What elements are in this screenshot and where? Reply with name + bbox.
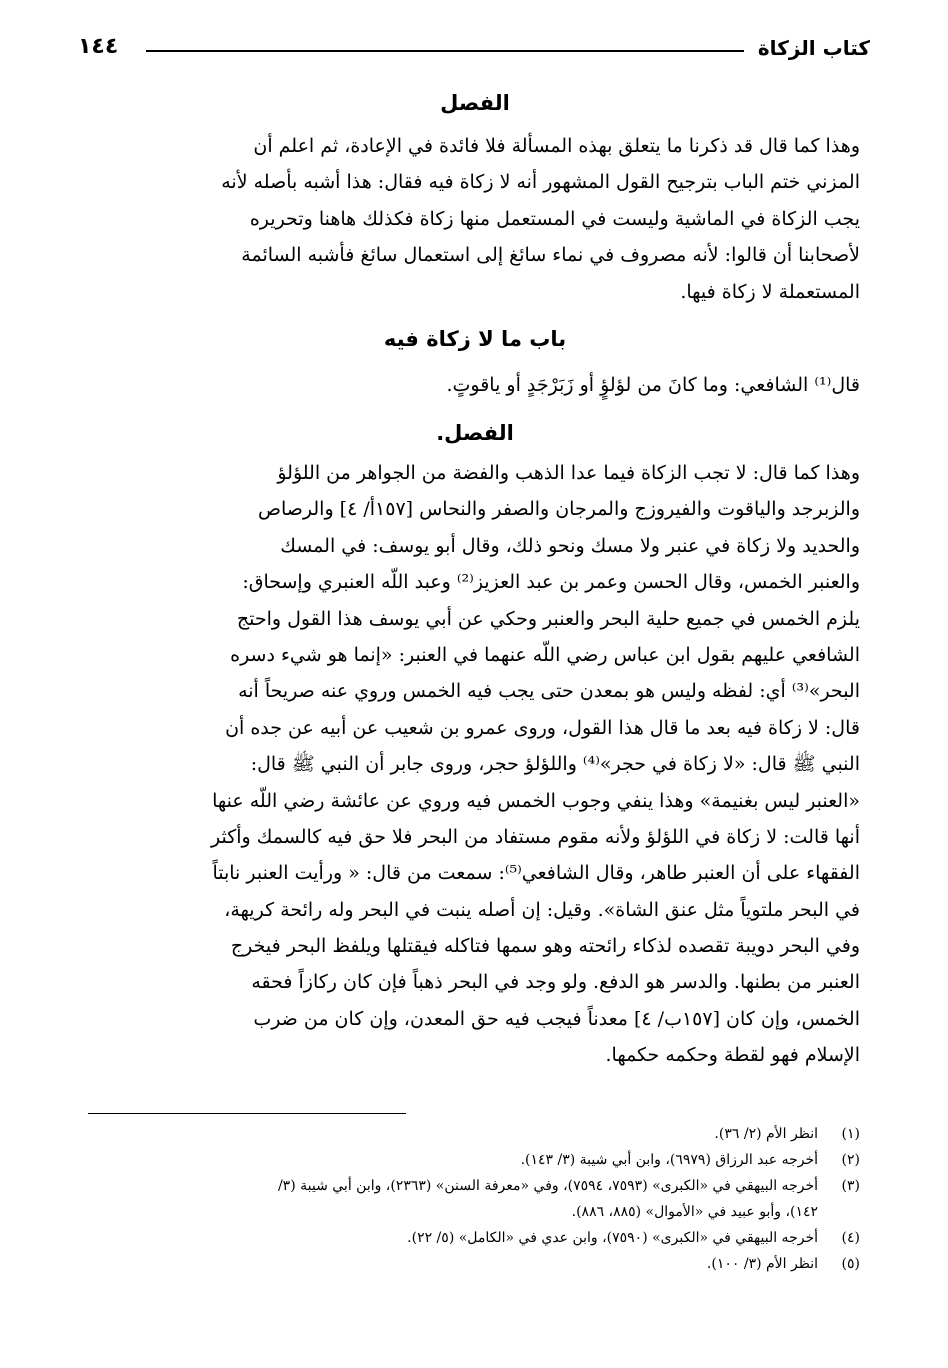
text-line: والزبرجد والياقوت والفيروزج والمرجان والصفر والنحاس [١٥٧أ/ ٤] والرصاص xyxy=(258,498,860,521)
section-heading-2: الفصل. xyxy=(436,421,514,445)
footnote-number: (٥) xyxy=(841,1256,860,1272)
page-header xyxy=(78,30,870,70)
text-line: والعنبر الخمس، وقال الحسن وعمر بن عبد العزيز⁽²⁾ وعبد اللّه العنبري وإسحاق: xyxy=(242,571,860,594)
footnote xyxy=(88,1225,860,1251)
footnote-number: (٢) xyxy=(841,1152,860,1168)
footnote-text: انظر الأم (٢/ ٣٦). xyxy=(714,1126,818,1142)
text-line: والحديد ولا زكاة في عنبر ولا مسك ونحو ذلك، وقال أبو يوسف: في المسك xyxy=(280,534,860,557)
section-heading-1: الفصل xyxy=(440,91,510,115)
text-line: وفي البحر دويبة تقصده لذكاء رائحته وهو سمها فتاكله فيقتلها ويلفظ البحر فيخرج xyxy=(230,935,860,958)
text-line: العنبر من بطنها. والدسر هو الدفع. ولو وجد في البحر ذهباً فإن كان ركازاً فحقه xyxy=(251,971,860,994)
footnotes xyxy=(88,1121,860,1277)
text-line: «العنبر ليس بغنيمة» وهذا ينفي وجوب الخمس فيه وروي عن عائشة رضي اللّه عنها xyxy=(212,789,860,812)
text-line: وهذا كما قال قد ذكرنا ما يتعلق بهذه المسألة فلا فائدة في الإعادة، ثم اعلم أن xyxy=(253,135,860,157)
footnote-separator xyxy=(88,1113,406,1114)
footnote xyxy=(88,1121,860,1147)
chapter-title: باب ما لا زكاة فيه xyxy=(383,327,567,351)
footnote xyxy=(88,1251,860,1277)
footnote-text: انظر الأم (٣/ ١٠٠). xyxy=(706,1256,818,1272)
text-line: المزني ختم الباب بترجيح القول المشهور أنه لا زكاة فيه فقال: هذا أشبه بأصله لأنه xyxy=(221,171,860,194)
text-line: الخمس، وإن كان [١٥٧ب/ ٤] معدناً فيجب فيه حق المعدن، وإن كان من ضرب xyxy=(253,1007,860,1030)
footnote-number: (٤) xyxy=(841,1230,860,1246)
footnote-number: (٣) xyxy=(841,1178,860,1194)
chapter-quote: قال⁽¹⁾ الشافعي: وما كانَ من لؤلؤٍ أو زَبَرْجَدٍ أو ياقوتٍ. xyxy=(446,374,860,396)
footnote-text: أخرجه البيهقي في «الكبرى» (٧٥٩٣، ٧٥٩٤)، وفي «معرفة السنن» (٢٣٦٣)، وابن أبي شيبة (٣/ xyxy=(277,1178,818,1194)
text-line: الفقهاء على أن العنبر طاهر، وقال الشافعي⁽⁵⁾: سمعت من قال: « ورأيت العنبر نابتاً xyxy=(212,862,860,885)
text-line: في البحر ملتوياً مثل عنق الشاة». وقيل: إن أصله ينبت في البحر وله رائحة كريهة، xyxy=(224,898,860,921)
page-number: ١٤٤ xyxy=(78,34,119,59)
text-line: قال: لا زكاة فيه بعد ما قال هذا القول، وروى عمرو بن شعيب عن أبيه عن جده أن xyxy=(225,716,860,739)
footnote xyxy=(88,1147,860,1173)
footnote xyxy=(88,1173,860,1225)
footnote-text: أخرجه عبد الرزاق (٦٩٧٩)، وابن أبي شيبة (٣/ ١٤٣). xyxy=(520,1152,818,1168)
text-line: النبي ﷺ قال: «لا زكاة في حجر»⁽⁴⁾ واللؤلؤ حجر، وروى جابر أن النبي ﷺ قال: xyxy=(250,753,860,776)
text-line: يجب الزكاة في الماشية وليست في المستعمل منها زكاة فكذلك هاهنا وتحريره xyxy=(249,207,860,230)
text-line: لأصحابنا أن قالوا: لأنه مصروف في نماء سائغ إلى استعمال سائغ فأشبه السائمة xyxy=(241,244,860,267)
text-line: المستعملة لا زكاة فيها. xyxy=(680,280,860,303)
footnote-text: ١٤٢)، وأبو عبيد في «الأموال» (٨٨٥، ٨٨٦). xyxy=(571,1204,818,1220)
paragraph-1 xyxy=(88,128,860,310)
footnote-text: أخرجه البيهقي في «الكبرى» (٧٥٩٠)، وابن عدي في «الكامل» (٥/ ٢٢). xyxy=(407,1230,818,1246)
book-title: كتاب الزكاة xyxy=(757,36,870,60)
text-line: الإسلام فهو لقطة وحكمه حكمها. xyxy=(605,1044,860,1067)
text-line: أنها قالت: لا زكاة في اللؤلؤ ولأنه مقوم مستفاد من البحر فلا حق فيه كالسمك وأكثر xyxy=(211,825,860,848)
text-line: البحر»⁽³⁾ أي: لفظه وليس هو بمعدن حتى يجب فيه الخمس وروي عنه صريحاً أنه xyxy=(238,680,860,703)
paragraph-2 xyxy=(88,455,860,1074)
text-line: يلزم الخمس في جميع حلية البحر والعنبر وحكي عن أبي يوسف هذا القول واحتج xyxy=(236,607,860,630)
text-line: وهذا كما قال: لا تجب الزكاة فيما عدا الذهب والفضة من الجواهر من اللؤلؤ xyxy=(277,462,860,484)
text-line: الشافعي عليهم بقول ابن عباس رضي اللّه عنهما في العنبر: «إنما هو شيء دسره xyxy=(230,643,860,666)
footnote-number: (١) xyxy=(841,1126,860,1142)
header-rule xyxy=(146,50,744,52)
